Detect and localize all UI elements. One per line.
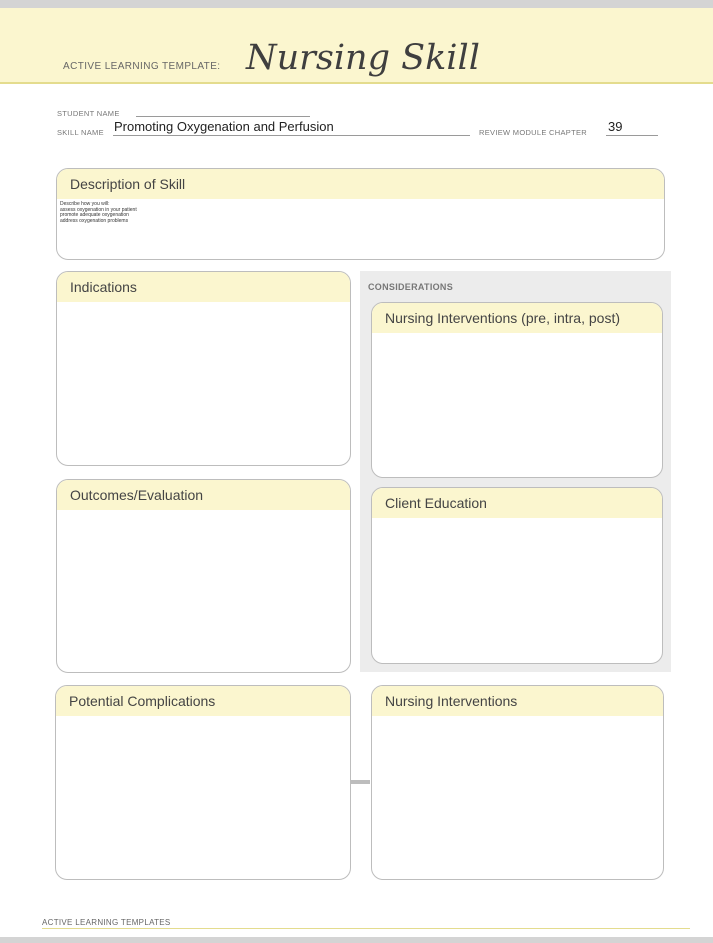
top-edge-bar bbox=[0, 0, 713, 8]
nursing-interventions-pre-title: Nursing Interventions (pre, intra, post) bbox=[372, 303, 662, 333]
student-name-label: STUDENT NAME bbox=[57, 109, 120, 118]
chapter-field[interactable] bbox=[606, 135, 658, 136]
skill-name-value: Promoting Oxygenation and Perfusion bbox=[114, 119, 334, 134]
nursing-interventions-box[interactable] bbox=[371, 685, 664, 880]
chapter-value: 39 bbox=[608, 119, 623, 134]
complications-title: Potential Complications bbox=[56, 686, 350, 716]
skill-name-label: SKILL NAME bbox=[57, 128, 104, 137]
page-title: Nursing Skill bbox=[246, 38, 480, 78]
skill-name-field[interactable] bbox=[113, 135, 470, 136]
footer-divider bbox=[42, 928, 690, 929]
connector-line bbox=[350, 780, 370, 784]
description-line: address oxygenation problems bbox=[60, 217, 129, 224]
client-education-box[interactable] bbox=[371, 487, 663, 664]
description-title: Description of Skill bbox=[57, 169, 664, 199]
considerations-label: CONSIDERATIONS bbox=[368, 282, 454, 292]
description-text bbox=[57, 199, 664, 224]
indications-title: Indications bbox=[57, 272, 350, 302]
complications-box[interactable] bbox=[55, 685, 351, 880]
outcomes-box[interactable] bbox=[56, 479, 351, 673]
description-line: assess oxygenation in your patient bbox=[60, 206, 137, 213]
student-name-field[interactable] bbox=[136, 116, 310, 117]
nursing-interventions-title: Nursing Interventions bbox=[372, 686, 663, 716]
indications-box[interactable] bbox=[56, 271, 351, 466]
chapter-label: REVIEW MODULE CHAPTER bbox=[479, 128, 587, 137]
page-header bbox=[0, 8, 713, 84]
footer-text: ACTIVE LEARNING TEMPLATES bbox=[42, 918, 171, 927]
nursing-interventions-pre-box[interactable] bbox=[371, 302, 663, 478]
description-line: promote adequate oxygenation bbox=[60, 212, 129, 218]
considerations-panel bbox=[360, 271, 671, 672]
client-education-title: Client Education bbox=[372, 488, 662, 518]
outcomes-title: Outcomes/Evaluation bbox=[57, 480, 350, 510]
description-line: Describe how you will: bbox=[60, 201, 110, 207]
description-box[interactable] bbox=[56, 168, 665, 260]
bottom-edge-bar bbox=[0, 937, 713, 943]
template-kicker: ACTIVE LEARNING TEMPLATE: bbox=[63, 61, 221, 72]
